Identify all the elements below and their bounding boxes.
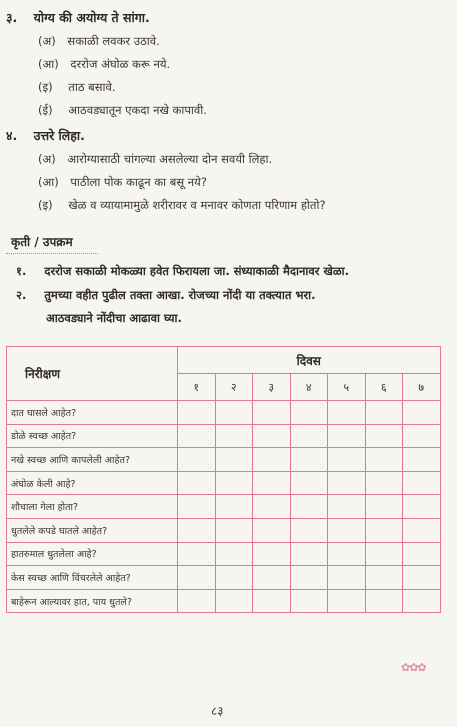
q4-heading: [6, 127, 85, 144]
day-number: २: [215, 374, 253, 401]
entry-cell: [328, 401, 366, 425]
entry-cell: [403, 589, 441, 613]
q4-item-label: (इ): [38, 198, 53, 212]
table-row: [7, 424, 441, 448]
q3-item-a: [38, 34, 160, 49]
day-number: ४: [290, 374, 328, 401]
q4-item-i: [38, 198, 326, 213]
activity-item-1: [16, 264, 349, 279]
row-label: हातरुमाल धुतलेला आहे?: [7, 542, 178, 566]
table-row: [7, 471, 441, 495]
entry-cell: [215, 401, 253, 425]
q3-number: ३.: [6, 10, 18, 25]
observation-header: निरीक्षण: [7, 347, 178, 401]
q3-item-text: सकाळी लवकर उठावे.: [67, 34, 160, 48]
entry-cell: [290, 566, 328, 590]
page-number: ८३: [211, 704, 224, 718]
entry-cell: [178, 589, 216, 613]
entry-cell: [365, 401, 403, 425]
entry-cell: [215, 424, 253, 448]
entry-cell: [403, 542, 441, 566]
activity-divider: [6, 253, 98, 254]
day-number: ६: [365, 374, 403, 401]
entry-cell: [178, 471, 216, 495]
activity-item-text: दररोज सकाळी मोकळ्या हवेत फिरायला जा. संध्याकाळी मैदानावर खेळा.: [44, 264, 349, 278]
entry-cell: [328, 542, 366, 566]
entry-cell: [215, 518, 253, 542]
row-label: अंघोळ केली आहे?: [7, 471, 178, 495]
table-row: [7, 448, 441, 472]
entry-cell: [365, 471, 403, 495]
activity-item-2-line-2: आठवड्याने नोंदीचा आढावा घ्या.: [46, 311, 182, 325]
days-header: दिवस: [178, 347, 441, 374]
entry-cell: [178, 542, 216, 566]
entry-cell: [253, 471, 291, 495]
entry-cell: [178, 518, 216, 542]
entry-cell: [403, 471, 441, 495]
q4-item-a: [38, 152, 272, 167]
row-label: बाहेरून आल्यावर हात, पाय धुतले?: [7, 589, 178, 613]
entry-cell: [365, 566, 403, 590]
row-label: धुतलेले कपडे घातले आहेत?: [7, 518, 178, 542]
entry-cell: [215, 448, 253, 472]
entry-cell: [290, 471, 328, 495]
q3-item-text: दररोज अंघोळ करू नये.: [70, 57, 171, 71]
q4-title: उत्तरे लिहा.: [33, 128, 85, 143]
row-label: शौचाला गेला होता?: [7, 495, 178, 519]
entry-cell: [365, 424, 403, 448]
q3-item-text: आठवड्यातून एकदा नखे कापावी.: [68, 103, 207, 117]
q4-item-text: आरोग्यासाठी चांगल्या असलेल्या दोन सवयी लिहा.: [67, 152, 273, 166]
row-label: केस स्वच्छ आणि विंचरलेले आहेत?: [7, 566, 178, 590]
entry-cell: [328, 424, 366, 448]
activity-item-number: १.: [16, 264, 27, 278]
entry-cell: [328, 518, 366, 542]
entry-cell: [178, 401, 216, 425]
entry-cell: [328, 566, 366, 590]
q3-heading: [6, 9, 150, 26]
entry-cell: [403, 424, 441, 448]
entry-cell: [290, 495, 328, 519]
table-row: [7, 566, 441, 590]
entry-cell: [253, 566, 291, 590]
row-label: नखे स्वच्छ आणि कापलेली आहेत?: [7, 448, 178, 472]
entry-cell: [290, 542, 328, 566]
q4-number: ४.: [6, 128, 18, 143]
entry-cell: [253, 495, 291, 519]
q3-item-label: (ई): [38, 103, 53, 117]
entry-cell: [253, 424, 291, 448]
entry-cell: [403, 401, 441, 425]
q3-item-label: (इ): [38, 80, 53, 94]
day-number: १: [178, 374, 216, 401]
q3-item-ii: [38, 103, 207, 118]
entry-cell: [253, 401, 291, 425]
activity-title: कृती / उपक्रम: [11, 235, 73, 249]
entry-cell: [328, 495, 366, 519]
q4-item-label: (आ): [38, 175, 59, 189]
entry-cell: [253, 518, 291, 542]
day-number: ३: [253, 374, 291, 401]
activity-item-number: २.: [16, 288, 27, 302]
entry-cell: [215, 471, 253, 495]
q4-item-text: पाठीला पोक काढून का बसू नये?: [70, 175, 207, 189]
q3-title: योग्य की अयोग्य ते सांगा.: [33, 10, 150, 25]
entry-cell: [290, 401, 328, 425]
entry-cell: [178, 448, 216, 472]
entry-cell: [290, 424, 328, 448]
entry-cell: [253, 542, 291, 566]
entry-cell: [253, 448, 291, 472]
row-label: दात घासले आहेत?: [7, 401, 178, 425]
q3-item-aa: [38, 57, 170, 72]
table-row: [7, 542, 441, 566]
activity-item-2: [16, 288, 316, 303]
entry-cell: [178, 566, 216, 590]
table-row: [7, 589, 441, 613]
entry-cell: [365, 518, 403, 542]
row-label: डोळे स्वच्छ आहेत?: [7, 424, 178, 448]
entry-cell: [365, 589, 403, 613]
entry-cell: [290, 518, 328, 542]
q4-item-aa: [38, 175, 207, 190]
q4-item-text: खेळ व व्यायामामुळे शरीरावर व मनावर कोणता परिणाम होतो?: [68, 198, 326, 212]
entry-cell: [290, 448, 328, 472]
entry-cell: [328, 589, 366, 613]
activity-item-text: तुमच्या वहीत पुढील तक्ता आखा. रोजच्या नोंदी या तक्त्यात भरा.: [44, 288, 316, 302]
q3-item-label: (अ): [38, 34, 56, 48]
table-row: [7, 518, 441, 542]
entry-cell: [178, 424, 216, 448]
q3-item-label: (आ): [38, 57, 59, 71]
entry-cell: [365, 495, 403, 519]
entry-cell: [290, 589, 328, 613]
table-row: [7, 401, 441, 425]
entry-cell: [215, 542, 253, 566]
entry-cell: [215, 566, 253, 590]
entry-cell: [403, 448, 441, 472]
day-number: ७: [403, 374, 441, 401]
entry-cell: [365, 542, 403, 566]
entry-cell: [253, 589, 291, 613]
table-row: [7, 495, 441, 519]
q4-item-label: (अ): [38, 152, 56, 166]
decorative-flowers: ✿✿✿: [401, 661, 426, 674]
q3-item-i: [38, 80, 116, 95]
entry-cell: [328, 471, 366, 495]
entry-cell: [403, 518, 441, 542]
entry-cell: [328, 448, 366, 472]
entry-cell: [215, 589, 253, 613]
entry-cell: [215, 495, 253, 519]
observation-table: [6, 346, 441, 613]
entry-cell: [403, 566, 441, 590]
entry-cell: [178, 495, 216, 519]
day-number: ५: [328, 374, 366, 401]
entry-cell: [365, 448, 403, 472]
entry-cell: [403, 495, 441, 519]
q3-item-text: ताठ बसावे.: [68, 80, 116, 94]
